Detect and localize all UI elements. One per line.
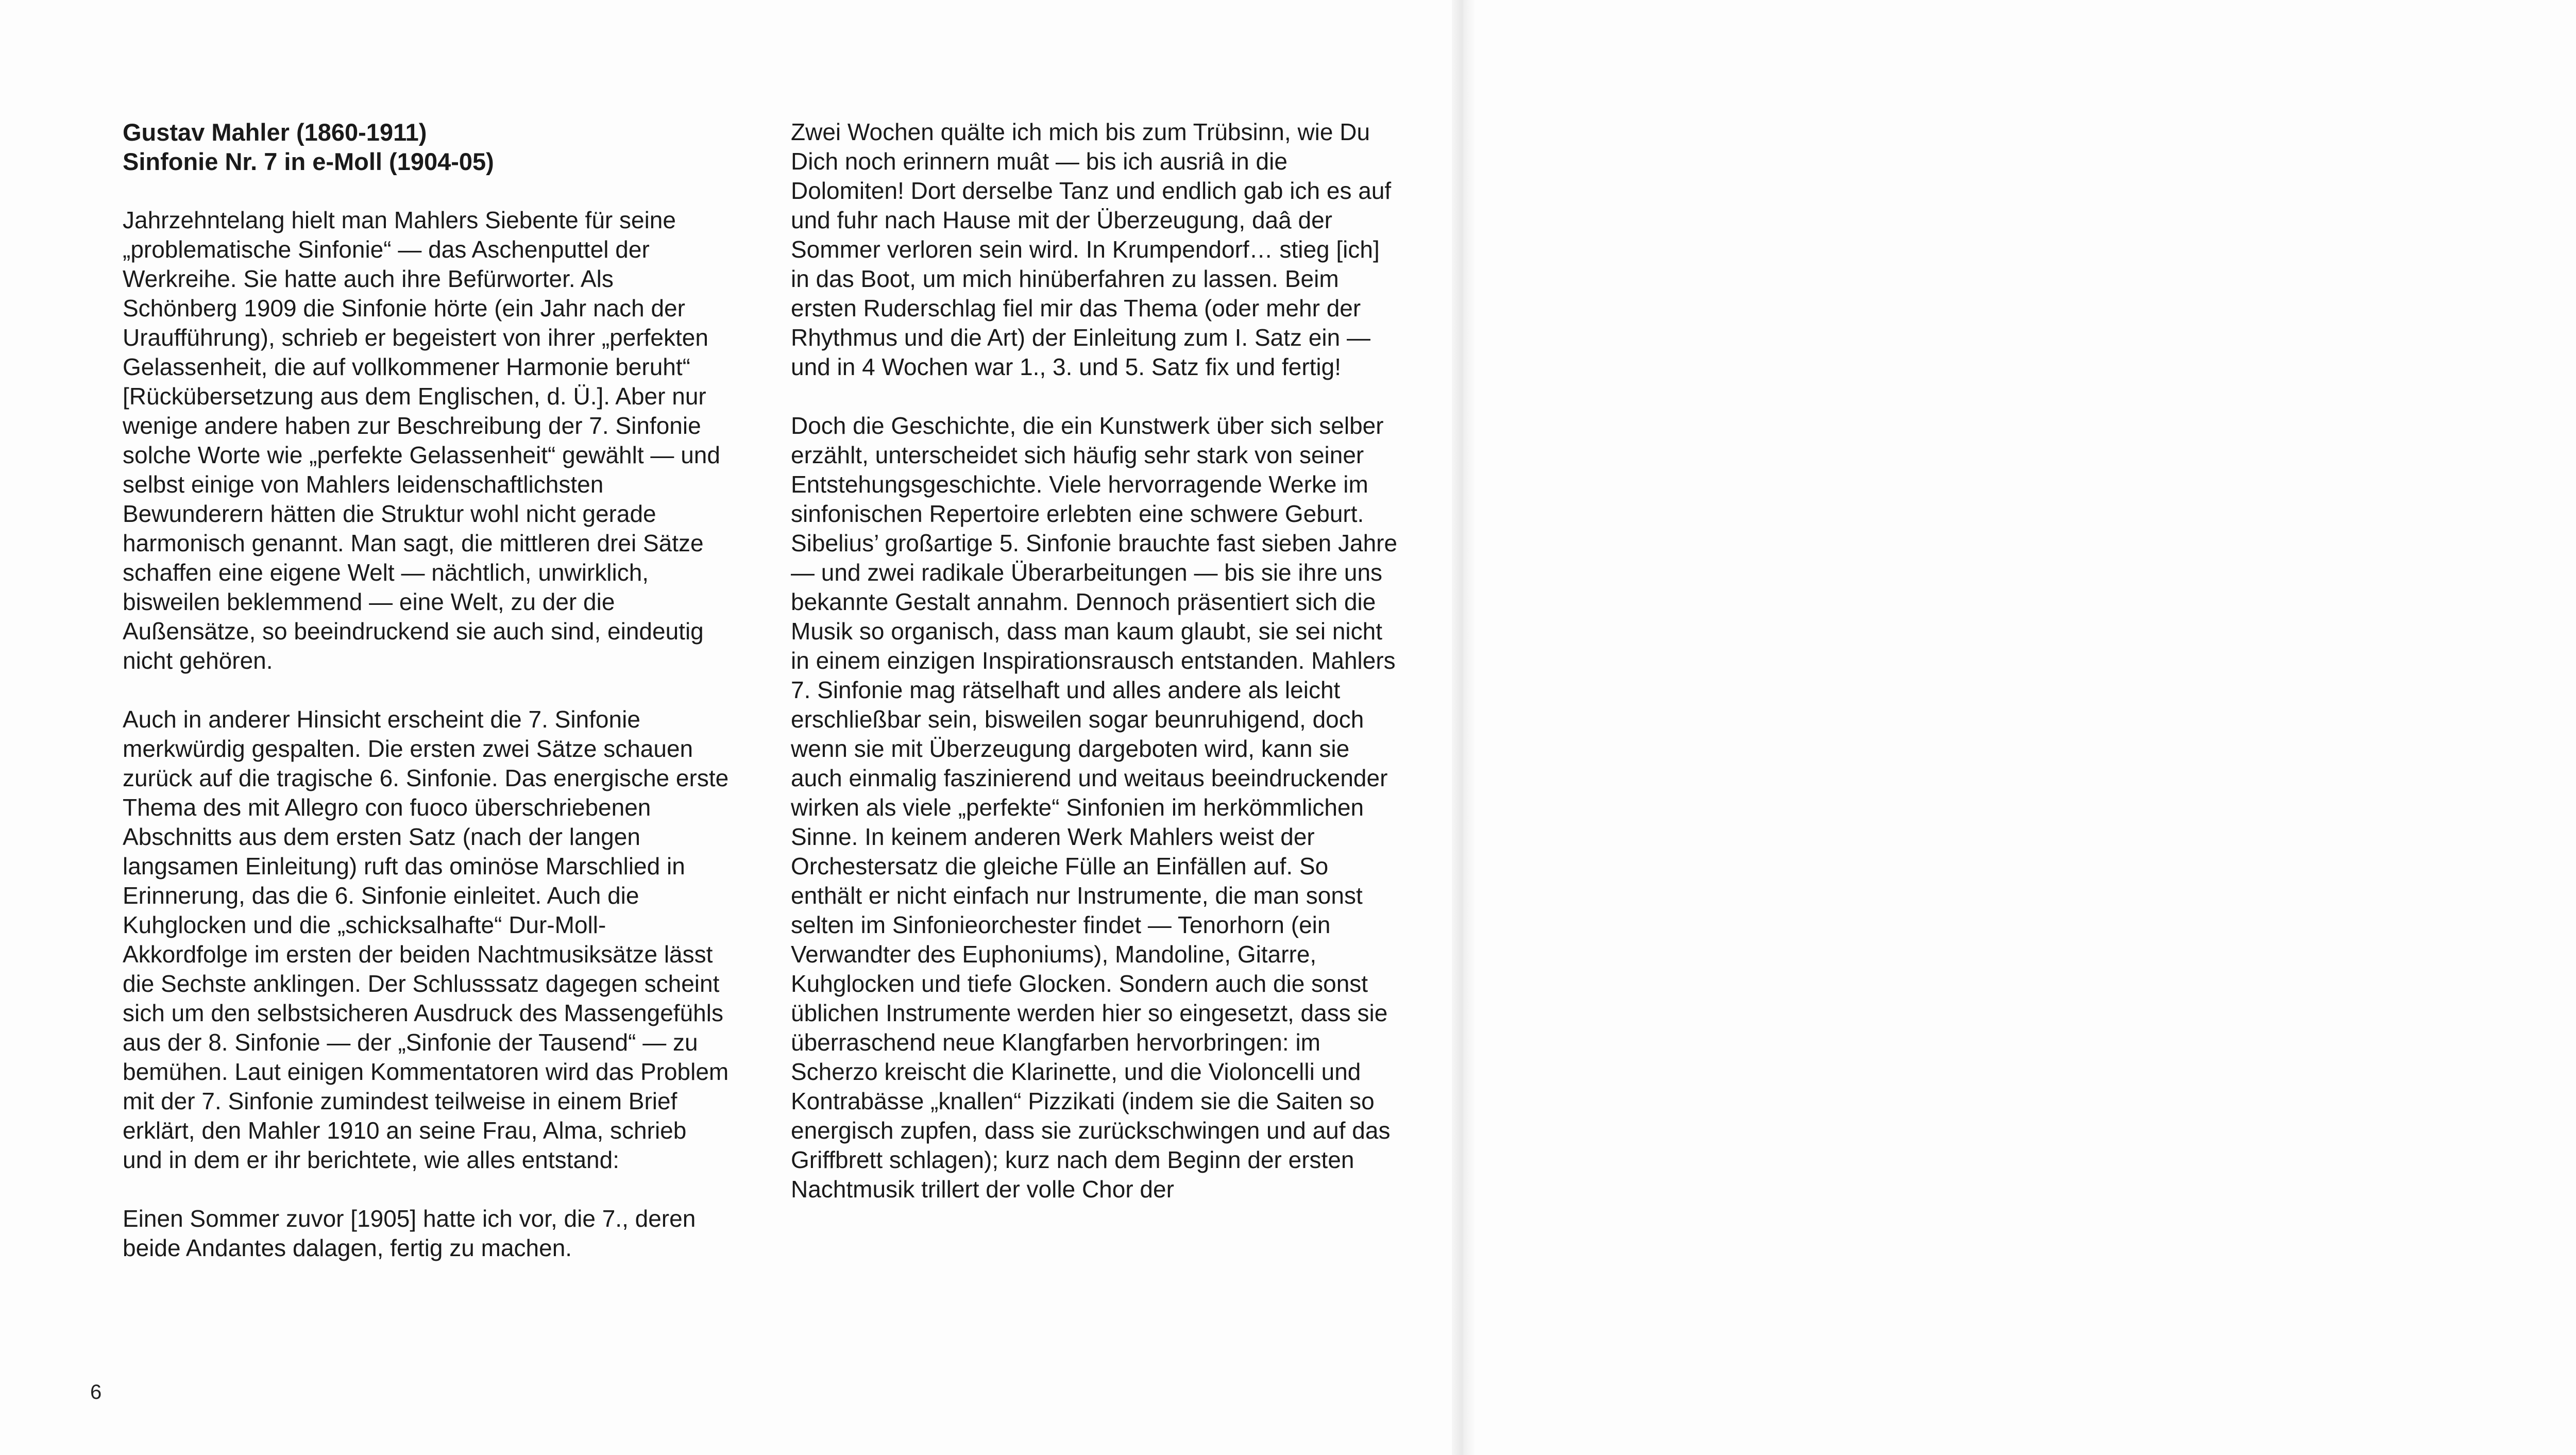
column-1	[123, 117, 731, 1263]
paragraph: Doch die Geschichte, die ein Kunstwerk über sich selber erzählt, unterscheidet sich häufig sehr stark von seiner Entstehungsgeschichte. Viele hervorragende Werke im sinfonischen Repertoire erlebten eine schwere Geburt. Sibelius’ großartige 5. Sinfonie brauchte fast sieben Jahre — und zwei radikale Überarbeitungen — bis sie ihre uns bekannte Gestalt annahm. Dennoch präsentiert sich die Musik so organisch, dass man kaum glaubt, sie sei nicht in einem einzigen Inspirationsrausch entstanden. Mahlers 7. Sinfonie mag rätselhaft und alles andere als leicht erschließbar sein, bisweilen sogar beunruhigend, doch wenn sie mit Überzeugung dargeboten wird, kann sie auch einmalig faszinierend und weitaus beeindruckender wirken als viele „perfekte“ Sinfonien im herkömmlichen Sinne. In keinem anderen Werk Mahlers weist der Orchestersatz die gleiche Fülle an Einfällen auf. So enthält er nicht einfach nur Instrumente, die man sonst selten im Sinfonieorchester findet — Tenorhorn (ein Verwandter des Euphoniums), Mandoline, Gitarre, Kuhglocken und tiefe Glocken. Sondern auch die sonst üblichen Instrumente werden hier so eingesetzt, dass sie überraschend neue Klangfarben hervorbringen: im Scherzo kreischt die Klarinette, und die Violoncelli und Kontrabässe „knallen“ Pizzikati (indem sie die Saiten so energisch zupfen, dass sie zurückschwingen und auf das Griffbrett schlagen); kurz nach dem Beginn der ersten Nachtmusik trillert der volle Chor der	[791, 412, 1398, 1203]
page-number-left: 6	[90, 1381, 102, 1403]
work-title	[123, 117, 731, 176]
work-title-symphony: Sinfonie Nr. 7 in e-Moll (1904-05)	[123, 148, 494, 175]
column-2	[791, 117, 1399, 1204]
paragraph: Einen Sommer zuvor [1905] hatte ich vor, die 7., deren beide Andantes dalagen, fertig zu machen.	[123, 1205, 696, 1261]
work-title-composer: Gustav Mahler (1860-1911)	[123, 119, 427, 146]
booklet-spine	[1452, 0, 1475, 1455]
paragraph: Zwei Wochen quälte ich mich bis zum Trübsinn, wie Du Dich noch erinnern muât — bis ich ausriâ in die Dolomiten! Dort derselbe Tanz und endlich gab ich es auf und fuhr nach Hause mit der Überzeugung, daâ der Sommer verloren sein wird. In Krumpendorf… stieg [ich] in das Boot, um mich hinüberfahren zu lassen. Beim ersten Ruderschlag fiel mir das Thema (oder mehr der Rhythmus und die Art) der Einleitung zum I. Satz ein — und in 4 Wochen war 1., 3. und 5. Satz fix und fertig!	[791, 119, 1392, 380]
right-page	[1463, 0, 2576, 1455]
paragraph: Auch in anderer Hinsicht erscheint die 7. Sinfonie merkwürdig gespalten. Die ersten zwei Sätze schauen zurück auf die tragische 6. Sinfonie. Das energische erste Thema des mit Allegro con fuoco überschriebenen Abschnitts aus dem ersten Satz (nach der langen langsamen Einleitung) ruft das ominöse Marschlied in Erinnerung, das die 6. Sinfonie einleitet. Auch die Kuhglocken und die „schicksalhafte“ Dur-Moll-Akkordfolge im ersten der beiden Nachtmusiksätze lässt die Sechste anklingen. Der Schlusssatz dagegen scheint sich um den selbstsicheren Ausdruck des Massengefühls aus der 8. Sinfonie — der „Sinfonie der Tausend“ — zu bemühen. Laut einigen Kommentatoren wird das Problem mit der 7. Sinfonie zumindest teilweise in einem Brief erklärt, den Mahler 1910 an seine Frau, Alma, schrieb und in dem er ihr berichtete, wie alles entstand:	[123, 706, 729, 1173]
paragraph: Jahrzehntelang hielt man Mahlers Siebente für seine „problematische Sinfonie“ — das Aschenputtel der Werkreihe. Sie hatte auch ihre Befürworter. Als Schönberg 1909 die Sinfonie hörte (ein Jahr nach der Uraufführung), schrieb er begeistert von ihrer „perfekten Gelassenheit, die auf vollkommener Harmonie beruht“ [Rückübersetzung aus dem Englischen, d. Ü.]. Aber nur wenige andere haben zur Beschreibung der 7. Sinfonie solche Worte wie „perfekte Gelassenheit“ gewählt — und selbst einige von Mahlers leidenschaftlichsten Bewunderern hätten die Struktur wohl nicht gerade harmonisch genannt. Man sagt, die mittleren drei Sätze schaffen eine eigene Welt — nächtlich, unwirklich, bisweilen beklemmend — eine Welt, zu der die Außensätze, so beeindruckend sie auch sind, eindeutig nicht gehören.	[123, 207, 720, 674]
